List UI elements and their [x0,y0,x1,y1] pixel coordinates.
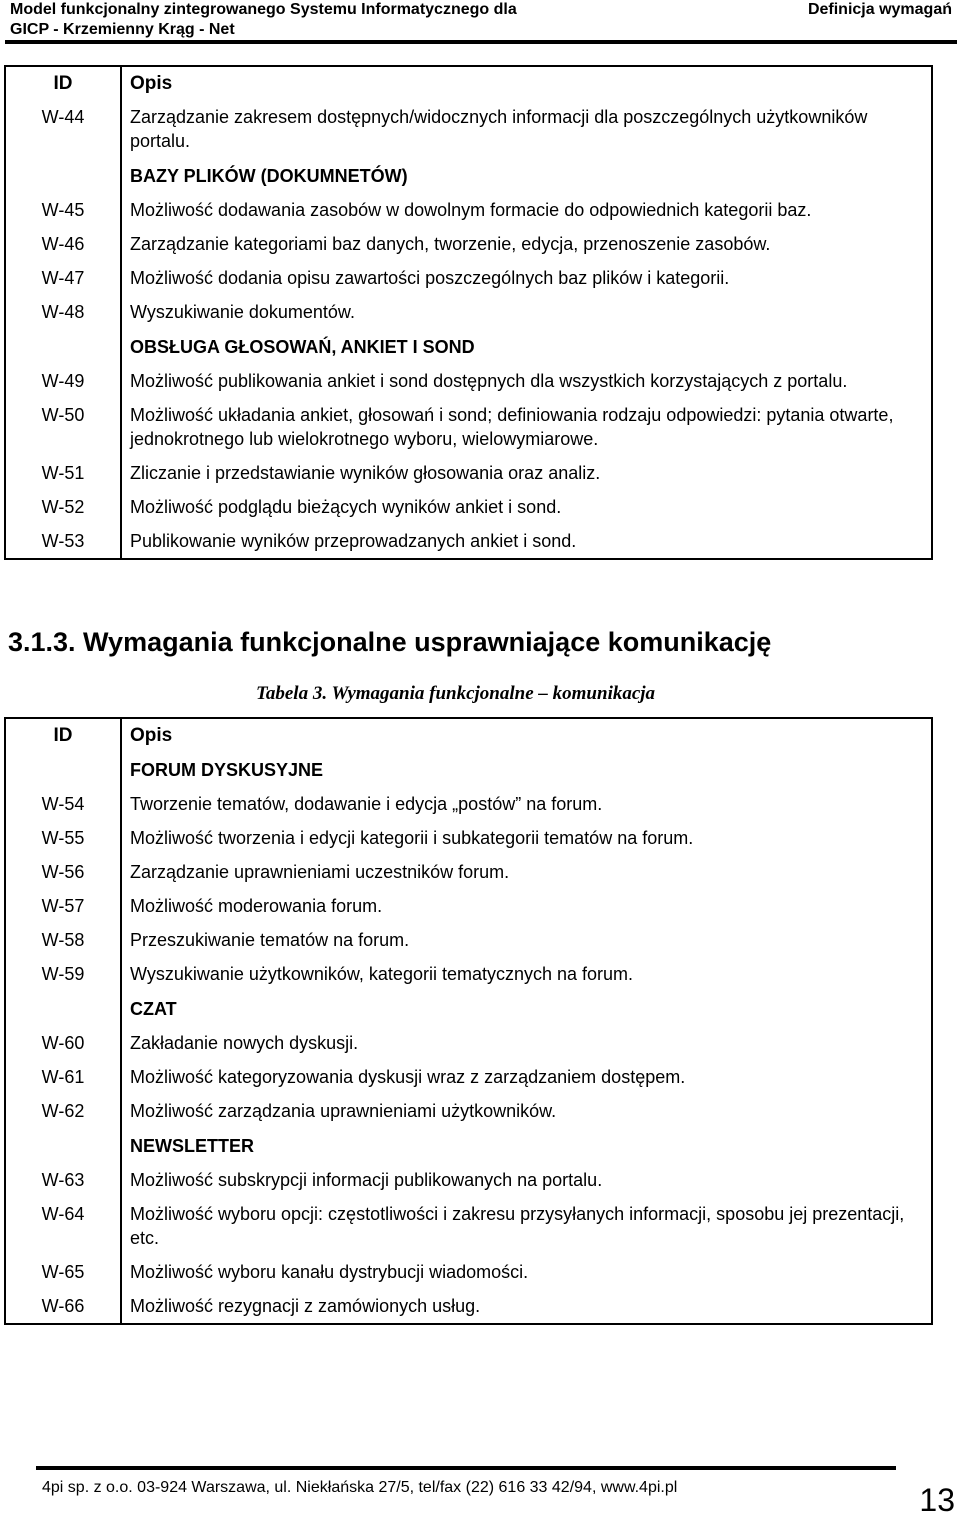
table-header-row [5,66,932,100]
requirement-description: Tworzenie tematów, dodawanie i edycja „postów” na forum. [121,787,932,821]
table-row [5,821,932,855]
requirement-id: W-63 [5,1163,121,1197]
document-section-name: Definicja wymagań [807,1,952,18]
section-row [5,329,932,364]
requirement-id: W-62 [5,1094,121,1128]
table-row [5,295,932,329]
section-row [5,158,932,193]
table-row [5,1255,932,1289]
requirement-description: Zliczanie i przedstawianie wyników głosowania oraz analiz. [121,456,932,490]
table-row [5,1163,932,1197]
requirements-table-2 [4,717,933,1325]
requirement-id: W-54 [5,787,121,821]
requirement-id: W-46 [5,227,121,261]
requirement-description: Zarządzanie uprawnieniami uczestników forum. [121,855,932,889]
table-row [5,1026,932,1060]
requirements-table-1 [4,65,933,560]
requirement-description: Możliwość moderowania forum. [121,889,932,923]
section-row [5,991,932,1026]
requirement-description: Możliwość układania ankiet, głosowań i sond; definiowania rodzaju odpowiedzi: pytania otwarte, jednokrotnego lub wielokrotnego wyboru, wielowymiarowe. [121,398,932,456]
requirement-id: W-55 [5,821,121,855]
table-row [5,398,932,456]
document-title-line-1: Model funkcjonalny zintegrowanego Systemu Informatycznego dla [10,1,517,18]
requirement-description: Przeszukiwanie tematów na forum. [121,923,932,957]
requirement-id: W-56 [5,855,121,889]
table-row [5,100,932,158]
requirement-description: Możliwość podglądu bieżących wyników ankiet i sond. [121,490,932,524]
requirement-description: Możliwość wyboru opcji: częstotliwości i zakresu przysyłanych informacji, sposobu jej prezentacji, etc. [121,1197,932,1255]
requirement-id: W-44 [5,100,121,158]
requirement-description: Możliwość dodawania zasobów w dowolnym formacie do odpowiednich kategorii baz. [121,193,932,227]
requirement-description: Zarządzanie kategoriami baz danych, tworzenie, edycja, przenoszenie zasobów. [121,227,932,261]
requirement-id: W-52 [5,490,121,524]
requirement-id: W-51 [5,456,121,490]
section-row [5,1128,932,1163]
requirement-description: Możliwość zarządzania uprawnieniami użytkowników. [121,1094,932,1128]
requirement-id: W-60 [5,1026,121,1060]
table-row [5,524,932,559]
requirement-description: Możliwość dodania opisu zawartości poszczególnych baz plików i kategorii. [121,261,932,295]
table-row [5,787,932,821]
requirement-id: W-65 [5,1255,121,1289]
table-row [5,1060,932,1094]
table-row [5,193,932,227]
table-row [5,1094,932,1128]
requirement-id: W-53 [5,524,121,559]
requirement-description: Zakładanie nowych dyskusji. [121,1026,932,1060]
footer-contact: 4pi sp. z o.o. 03-924 Warszawa, ul. Niekłańska 27/5, tel/fax (22) 616 33 42/94, www.4pi.pl [42,1479,678,1496]
table-caption: Tabela 3. Wymagania funkcjonalne – komunikacja [256,683,656,704]
table-row [5,364,932,398]
table-header-row [5,718,932,752]
requirement-id: W-49 [5,364,121,398]
table-row [5,957,932,991]
requirement-id: W-50 [5,398,121,456]
table-row [5,456,932,490]
requirement-id: W-66 [5,1289,121,1324]
requirement-id: W-48 [5,295,121,329]
footer-divider [36,1466,896,1470]
table-row [5,227,932,261]
header-divider [5,40,957,44]
table-row [5,1289,932,1324]
description-column-header: Opis [121,718,932,752]
section-heading: 3.1.3. Wymagania funkcjonalne usprawniające komunikację [8,627,772,657]
requirement-description: Zarządzanie zakresem dostępnych/widocznych informacji dla poszczególnych użytkowników portalu. [121,100,932,158]
requirement-id: W-64 [5,1197,121,1255]
requirement-description: Możliwość publikowania ankiet i sond dostępnych dla wszystkich korzystających z portalu. [121,364,932,398]
requirement-id: W-57 [5,889,121,923]
requirement-id: W-58 [5,923,121,957]
requirement-description: Wyszukiwanie użytkowników, kategorii tematycznych na forum. [121,957,932,991]
document-title-line-2: GICP - Krzemienny Krąg - Net [10,21,235,38]
requirement-id: W-47 [5,261,121,295]
section-title: BAZY PLIKÓW (DOKUMNETÓW) [121,158,932,193]
requirement-description: Możliwość subskrypcji informacji publikowanych na portalu. [121,1163,932,1197]
table-row [5,1197,932,1255]
id-column-header: ID [5,718,121,752]
requirement-id: W-59 [5,957,121,991]
table-row [5,889,932,923]
requirement-description: Możliwość kategoryzowania dyskusji wraz z zarządzaniem dostępem. [121,1060,932,1094]
page-number: 13 [919,1482,955,1518]
requirement-description: Wyszukiwanie dokumentów. [121,295,932,329]
table-row [5,261,932,295]
section-title: CZAT [121,991,932,1026]
requirement-description: Możliwość tworzenia i edycji kategorii i subkategorii tematów na forum. [121,821,932,855]
table-row [5,490,932,524]
section-title: FORUM DYSKUSYJNE [121,752,932,787]
table-row [5,923,932,957]
requirement-id: W-45 [5,193,121,227]
requirement-description: Możliwość wyboru kanału dystrybucji wiadomości. [121,1255,932,1289]
section-title: NEWSLETTER [121,1128,932,1163]
requirement-id: W-61 [5,1060,121,1094]
requirement-description: Możliwość rezygnacji z zamówionych usług. [121,1289,932,1324]
id-column-header: ID [5,66,121,100]
section-title: OBSŁUGA GŁOSOWAŃ, ANKIET I SOND [121,329,932,364]
requirement-description: Publikowanie wyników przeprowadzanych ankiet i sond. [121,524,932,559]
table-row [5,855,932,889]
document-title [10,0,517,40]
section-row [5,752,932,787]
description-column-header: Opis [121,66,932,100]
